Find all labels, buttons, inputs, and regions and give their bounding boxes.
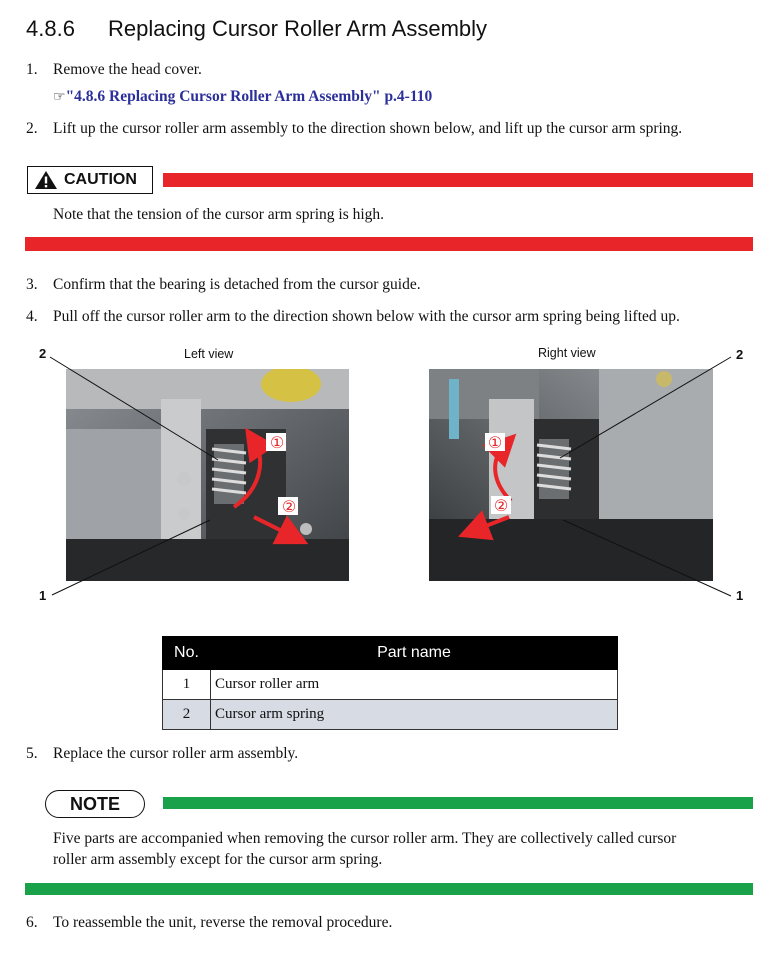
pointing-hand-icon: ☞	[53, 89, 66, 105]
note-bottom-bar	[25, 883, 753, 895]
arrow-label-1: ①	[269, 433, 285, 452]
cell-no: 2	[163, 700, 211, 730]
arrow-label-1: ①	[487, 433, 503, 452]
note-label-box	[45, 790, 145, 818]
table-row	[163, 670, 618, 700]
step-number: 4.	[26, 308, 38, 325]
note-text-line-2: roller arm assembly except for the cursor arm spring.	[53, 851, 383, 868]
section-title: Replacing Cursor Roller Arm Assembly	[108, 16, 488, 41]
step-text: Remove the head cover.	[53, 61, 202, 78]
step-number: 3.	[26, 276, 38, 293]
step-text: Pull off the cursor roller arm to the direction shown below with the cursor arm spring being lifted up.	[53, 308, 680, 325]
col-header-part-name: Part name	[211, 637, 618, 670]
col-header-no: No.	[163, 637, 211, 670]
note-top-bar	[163, 797, 753, 809]
left-callout-1: 1	[39, 588, 47, 603]
step-text: Confirm that the bearing is detached from the cursor guide.	[53, 276, 421, 293]
step-text: Lift up the cursor roller arm assembly to the direction shown below, and lift up the cursor arm spring.	[53, 120, 683, 137]
reference-text[interactable]: "4.8.6 Replacing Cursor Roller Arm Assembly" p.4-110	[65, 88, 433, 105]
step-number: 6.	[26, 914, 38, 931]
caution-label: CAUTION	[64, 171, 137, 188]
left-view-caption: Left view	[184, 347, 234, 361]
table-row	[163, 700, 618, 730]
note-label: NOTE	[69, 793, 120, 814]
caution-text: Note that the tension of the cursor arm spring is high.	[53, 206, 385, 223]
cell-no: 1	[163, 670, 211, 700]
table-header-row	[163, 637, 618, 670]
right-view-caption: Right view	[538, 346, 596, 360]
right-callout-1: 1	[736, 588, 744, 603]
step-number: 1.	[26, 61, 38, 78]
cell-part-name: Cursor arm spring	[211, 700, 618, 730]
left-callout-2: 2	[39, 346, 47, 361]
step-text: To reassemble the unit, reverse the removal procedure.	[53, 914, 393, 931]
step-number: 2.	[26, 120, 38, 137]
step-number: 5.	[26, 745, 38, 762]
cell-part-name: Cursor roller arm	[211, 670, 618, 700]
parts-table	[162, 636, 618, 730]
section-number: 4.8.6	[26, 16, 75, 41]
right-callout-2: 2	[736, 347, 744, 362]
step-text: Replace the cursor roller arm assembly.	[53, 745, 299, 762]
arrow-label-2: ②	[281, 497, 297, 516]
note-text-line-1: Five parts are accompanied when removing the cursor roller arm. They are collectively called cursor	[53, 830, 677, 847]
arrow-label-2: ②	[493, 496, 509, 515]
